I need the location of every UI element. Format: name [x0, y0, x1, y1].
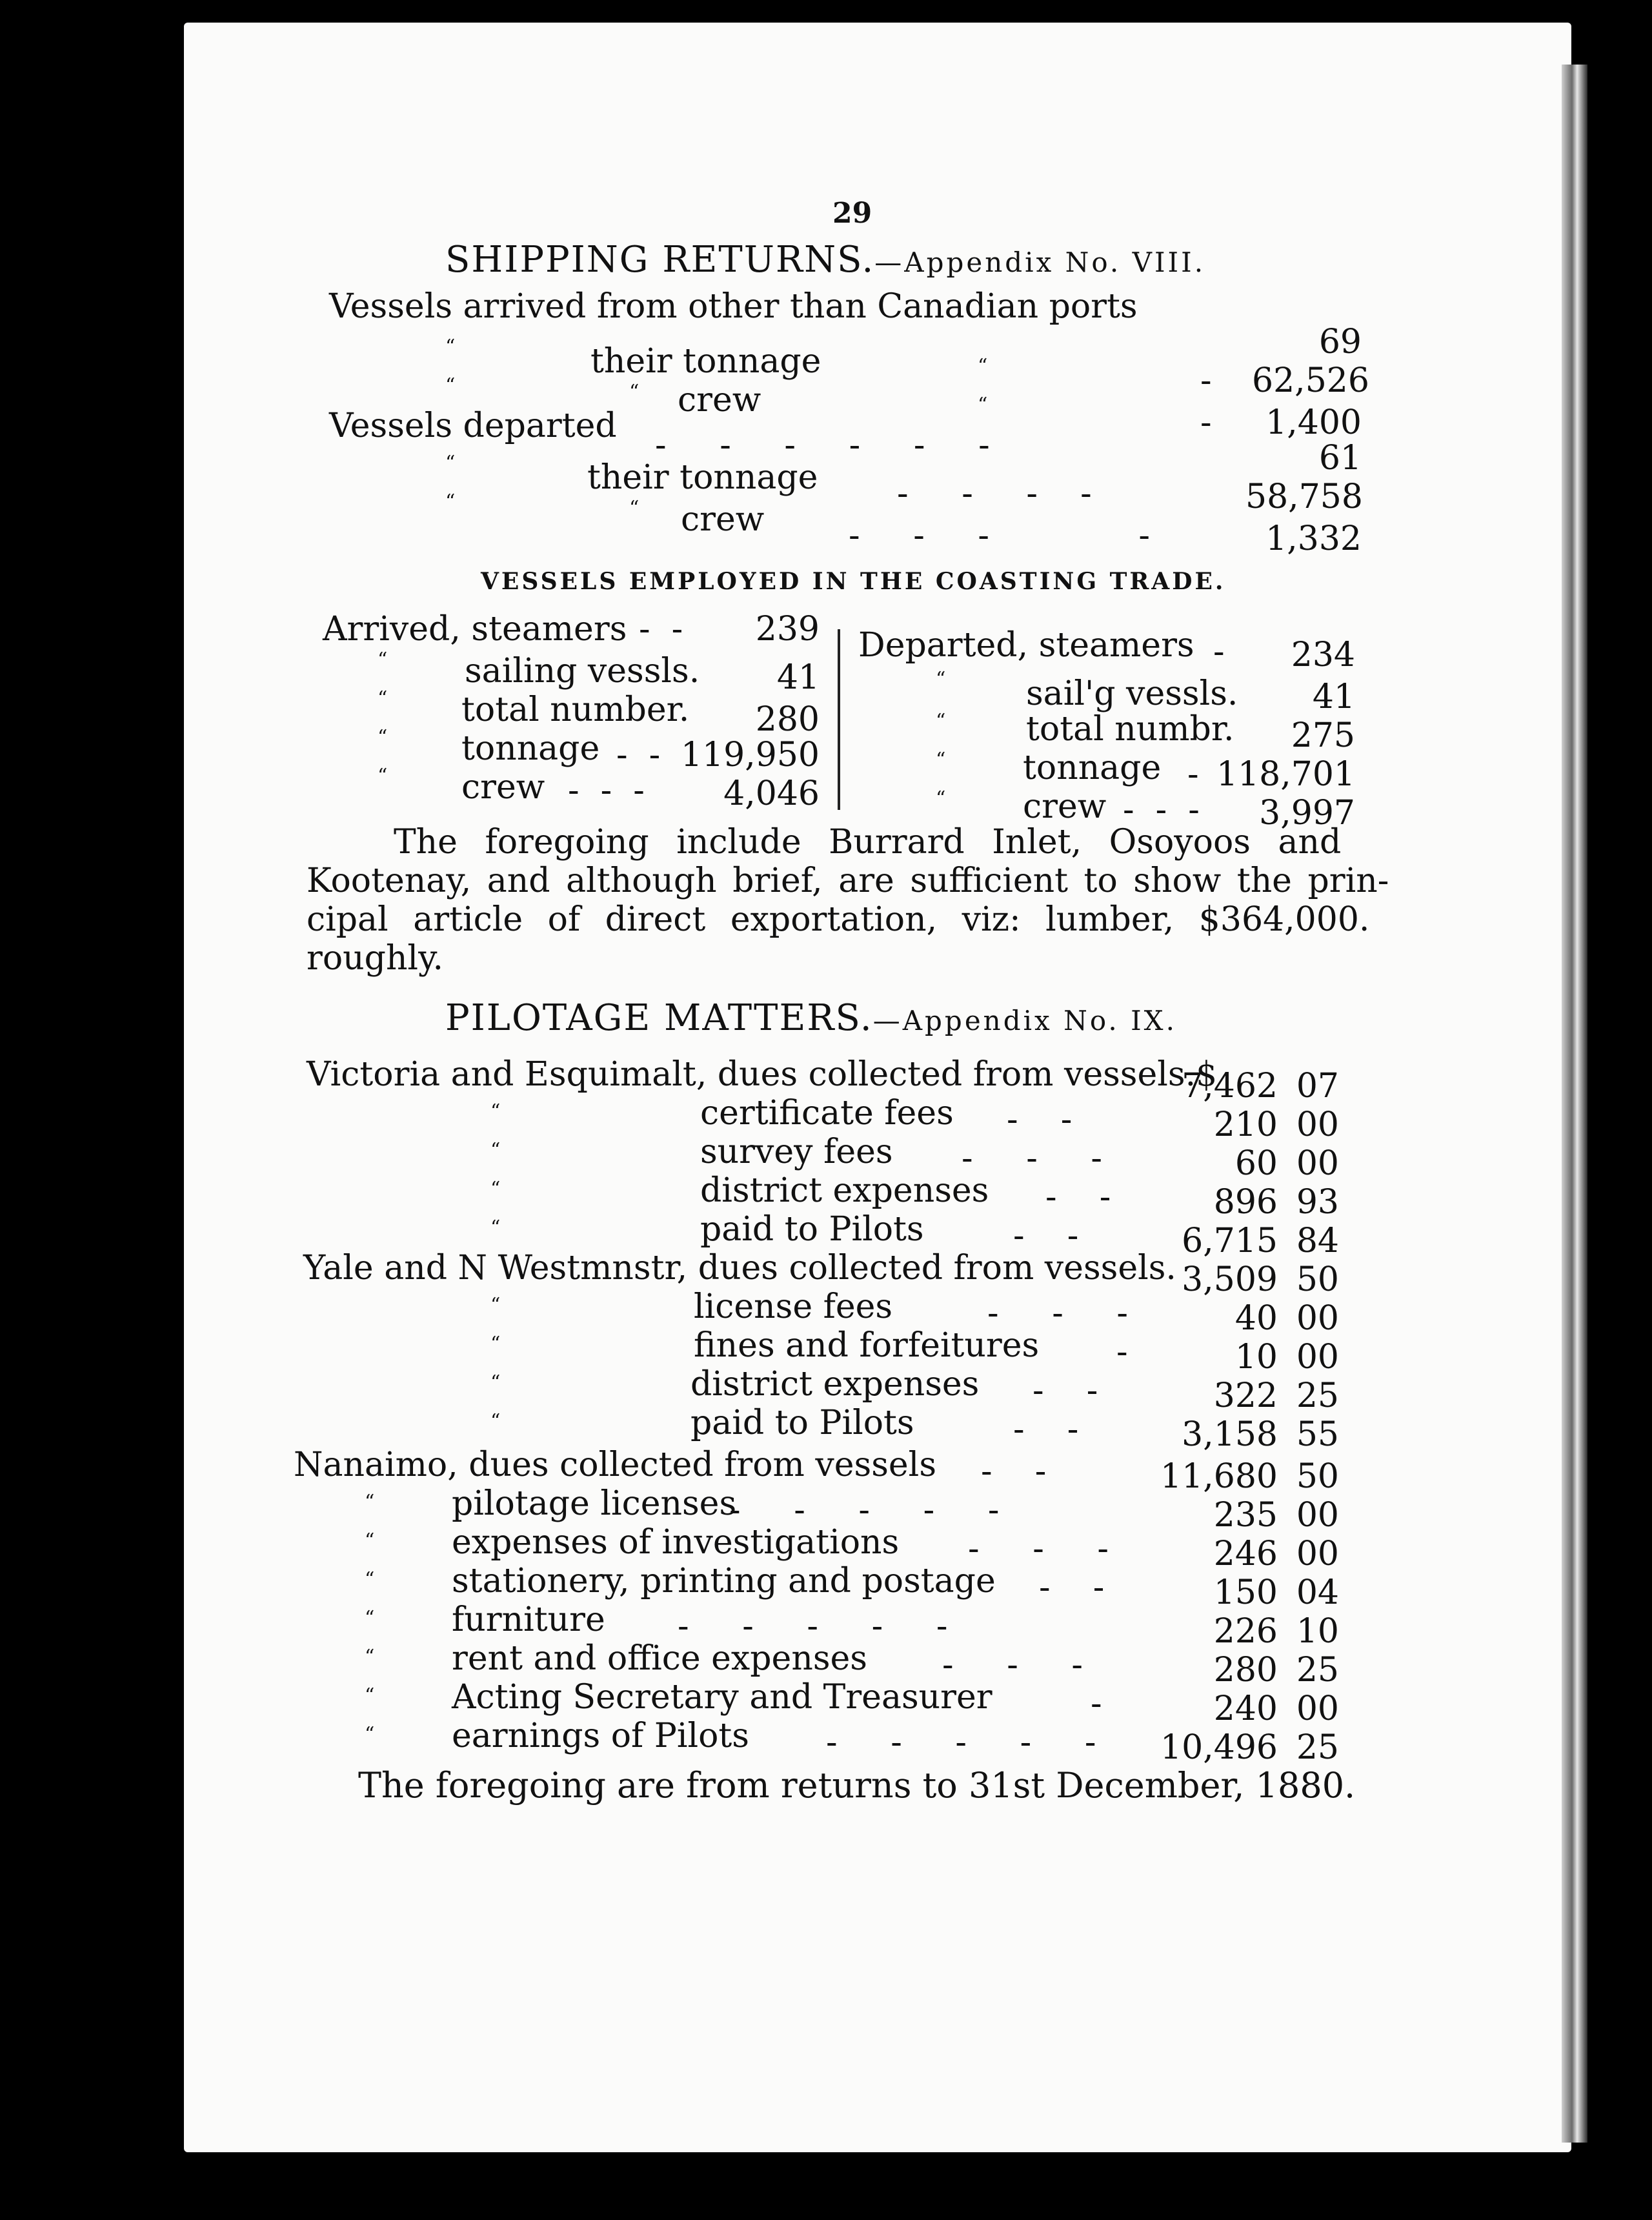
arrived-row-3-value: 280 [755, 700, 820, 739]
coasting-heading: VESSELS EMPLOYED IN THE COASTING TRADE. [481, 568, 1226, 595]
ditto-mark: “ [936, 668, 946, 691]
shipping-row-4-value: 61 [1318, 439, 1362, 478]
dash-leader: - - [1013, 1216, 1079, 1255]
ditto-mark: “ [365, 1723, 375, 1746]
pilotage-row-dollars: 322 [1213, 1377, 1278, 1415]
pilotage-row-cents: 00 [1296, 1496, 1339, 1535]
pilotage-row-label: furniture [452, 1600, 605, 1639]
ditto-mark: “ [365, 1646, 375, 1668]
dash-leader: - - - - - - [655, 426, 990, 465]
shipping-row-4-label: Vessels departed [329, 407, 617, 445]
pilotage-row-label: district expenses [700, 1171, 989, 1210]
ditto-mark: “ [978, 355, 988, 378]
dash-leader: - - [1039, 1568, 1105, 1607]
ditto-mark: “ [445, 490, 456, 513]
page-number: 29 [832, 197, 872, 230]
shipping-row-3-label: crew [678, 381, 761, 419]
pilotage-row-dollars: 3,509 [1182, 1260, 1278, 1299]
dash-leader: - - - [962, 1139, 1103, 1178]
pilotage-row-dollars: 150 [1213, 1573, 1278, 1612]
pilotage-row-dollars: 11,680 [1160, 1457, 1278, 1496]
shipping-row-5-value: 58,758 [1245, 478, 1363, 516]
pilotage-row-label: rent and office expenses [452, 1639, 867, 1678]
shipping-row-2-label: their tonnage [590, 342, 821, 381]
ditto-mark: “ [365, 1684, 375, 1707]
pilotage-row-cents: 00 [1296, 1690, 1339, 1728]
ditto-mark: “ [445, 374, 456, 397]
pilotage-row-label: paid to Pilots [690, 1404, 914, 1442]
dash-leader: - - [1007, 1100, 1073, 1139]
note-line-2: Kootenay, and although brief, are sufficient to show the prin- [307, 862, 1389, 900]
pilotage-row-cents: 93 [1296, 1183, 1339, 1222]
dash-leader: - - - [968, 1529, 1109, 1568]
arrived-row-2-value: 41 [776, 658, 820, 697]
page-edge [1562, 65, 1587, 2143]
arrived-row-2-label: sailing vessls. [465, 652, 700, 691]
pilotage-row-dollars: 10,496 [1160, 1728, 1278, 1767]
note-line-1: The foregoing include Burrard Inlet, Osoyoos and [394, 823, 1342, 862]
shipping-title: SHIPPING RETURNS. [445, 239, 875, 281]
pilotage-row-label: Acting Secretary and Treasurer [452, 1678, 992, 1717]
departed-row-4-label: tonnage [1023, 749, 1162, 787]
shipping-row-6-label: crew [681, 500, 765, 539]
dash-leader: - - - - - [826, 1723, 1096, 1762]
ditto-mark: “ [936, 710, 946, 732]
ditto-mark: “ [490, 1410, 501, 1433]
pilotage-row-cents: 04 [1296, 1573, 1339, 1612]
pilotage-row-cents: 10 [1296, 1612, 1339, 1651]
pilotage-row-label: Yale and N Westmnstr, dues collected from vessels. [303, 1249, 1176, 1287]
arrived-row-1-label: Arrived, steamers [323, 610, 627, 649]
ditto-mark: “ [378, 765, 388, 787]
ditto-mark: “ [378, 649, 388, 671]
pilotage-row-dollars: 6,715 [1182, 1222, 1278, 1260]
pilotage-row-label: earnings of Pilots [452, 1717, 749, 1755]
pilotage-row-cents: 00 [1296, 1338, 1339, 1377]
departed-row-1-label: Departed, steamers [858, 626, 1194, 665]
dash-leader: - - [981, 1452, 1047, 1491]
shipping-appendix: —Appendix No. VIII. [874, 247, 1206, 278]
departed-row-3-label: total numbr. [1026, 710, 1234, 749]
pilotage-row-label: expenses of investigations [452, 1523, 900, 1562]
dash-leader: - - - - - [729, 1491, 1000, 1529]
pilotage-row-dollars: 210 [1213, 1105, 1278, 1144]
pilotage-row-dollars: 896 [1213, 1183, 1278, 1222]
dash-leader: - [1116, 1333, 1128, 1371]
departed-row-2-value: 41 [1312, 678, 1355, 716]
pilotage-row-dollars: 235 [1213, 1496, 1278, 1535]
pilotage-row-label: paid to Pilots [700, 1210, 924, 1249]
dash: - [1213, 632, 1225, 671]
departed-row-4-value: 118,701 [1216, 755, 1355, 794]
shipping-row-1-label: Vessels arrived from other than Canadian ports [329, 287, 1138, 326]
arrived-row-3-label: total number. [461, 691, 690, 729]
pilotage-row-label: district expenses [690, 1365, 980, 1404]
pilotage-row-dollars: 226 [1213, 1612, 1278, 1651]
pilotage-row-cents: 25 [1296, 1651, 1339, 1690]
ditto-mark: “ [490, 1178, 501, 1200]
ditto-mark: “ [490, 1139, 501, 1162]
dash-leader: - - - - [849, 516, 1150, 555]
ditto-mark: “ [936, 749, 946, 771]
shipping-row-6-value: 1,332 [1265, 520, 1362, 558]
pilotage-row-dollars: 40 [1234, 1299, 1278, 1338]
pilotage-row-dollars: 60 [1234, 1144, 1278, 1183]
pilotage-row-dollars: 10 [1234, 1338, 1278, 1377]
arrived-row-5-label: crew [461, 768, 545, 807]
ditto-mark: “ [365, 1568, 375, 1591]
shipping-row-3-value: 1,400 [1265, 403, 1362, 442]
dash-leader: - - - [987, 1294, 1129, 1333]
pilotage-row-dollars: 7,462 [1182, 1067, 1278, 1105]
dash: - [1187, 755, 1199, 794]
pilotage-row-cents: 00 [1296, 1105, 1339, 1144]
ditto-mark: “ [490, 1294, 501, 1317]
pilotage-row-label: stationery, printing and postage [452, 1562, 996, 1600]
ditto-mark: “ [490, 1371, 501, 1394]
pilotage-row-cents: 00 [1296, 1299, 1339, 1338]
pilotage-row-cents: 25 [1296, 1728, 1339, 1767]
pilotage-row-cents: 55 [1296, 1415, 1339, 1454]
pilotage-title: PILOTAGE MATTERS. [445, 997, 873, 1039]
pilotage-row-label: survey fees [700, 1133, 893, 1171]
ditto-mark: “ [365, 1607, 375, 1630]
arrived-row-4-label: tonnage [461, 729, 600, 768]
ditto-mark: “ [378, 726, 388, 749]
pilotage-row-cents: 00 [1296, 1144, 1339, 1183]
dash-leader: - - - - [897, 474, 1092, 513]
dash-leader: - - [1032, 1371, 1098, 1410]
pilotage-row-cents: 00 [1296, 1535, 1339, 1573]
departed-row-1-value: 234 [1291, 636, 1355, 674]
pilotage-row-cents: 25 [1296, 1377, 1339, 1415]
pilotage-row-label: certificate fees [700, 1094, 954, 1133]
pilotage-row-cents: 50 [1296, 1260, 1339, 1299]
arrived-row-5-value: 4,046 [723, 774, 820, 813]
shipping-heading [445, 239, 1205, 281]
ditto-mark: “ [445, 336, 456, 358]
shipping-row-5-label: their tonnage [587, 458, 818, 497]
ditto-mark: “ [490, 1100, 501, 1123]
dash: - [1200, 403, 1212, 442]
pilotage-row-dollars: 3,158 [1182, 1415, 1278, 1454]
dash-leader: - - [1045, 1178, 1111, 1216]
departed-row-5-label: crew [1023, 787, 1107, 826]
dash-leader: - - [639, 610, 683, 649]
book-spine-shadow [0, 0, 184, 2220]
dash-leader: - - - [568, 771, 645, 810]
dash-leader: - - [616, 736, 661, 774]
ditto-mark: “ [445, 452, 456, 474]
dash: - [1200, 361, 1212, 400]
ditto-mark: “ [629, 497, 640, 520]
ditto-mark: “ [629, 381, 640, 403]
dash-leader: - - - [942, 1646, 1083, 1684]
shipping-row-2-value: 62,526 [1252, 361, 1369, 400]
note-line-4: roughly. [307, 939, 444, 978]
pilotage-row-dollars: 240 [1213, 1690, 1278, 1728]
departed-row-3-value: 275 [1291, 716, 1355, 755]
pilotage-appendix: —Appendix No. IX. [872, 1005, 1177, 1036]
dash-leader: - [1091, 1684, 1102, 1723]
departed-row-5-value: 3,997 [1259, 794, 1355, 832]
pilotage-row-label: fines and forfeitures [694, 1326, 1040, 1365]
pilotage-row-label: license fees [694, 1287, 893, 1326]
ditto-mark: “ [978, 394, 988, 416]
ditto-mark: “ [490, 1216, 501, 1239]
arrived-row-4-value: 119,950 [680, 736, 820, 774]
pilotage-heading [445, 997, 1177, 1039]
ditto-mark: “ [936, 787, 946, 810]
ditto-mark: “ [490, 1333, 501, 1355]
pilotage-row-cents: 84 [1296, 1222, 1339, 1260]
arrived-row-1-value: 239 [755, 610, 820, 649]
note-line-3: cipal article of direct exportation, viz: lumber, $364,000. [307, 900, 1370, 939]
pilotage-row-label: Victoria and Esquimalt, dues collected from vessels.$ [307, 1055, 1218, 1094]
dash-leader: - - - [1123, 791, 1200, 829]
pilotage-row-dollars: 246 [1213, 1535, 1278, 1573]
column-divider [838, 629, 840, 810]
shipping-row-1-value: 69 [1318, 323, 1362, 361]
ditto-mark: “ [365, 1491, 375, 1513]
departed-row-2-label: sail'g vessls. [1026, 674, 1238, 713]
pilotage-row-cents: 50 [1296, 1457, 1339, 1496]
pilotage-row-label: Nanaimo, dues collected from vessels [294, 1446, 936, 1484]
ditto-mark: “ [378, 687, 388, 710]
ditto-mark: “ [365, 1529, 375, 1552]
pilotage-footer: The foregoing are from returns to 31st December, 1880. [358, 1765, 1356, 1806]
dash-leader: - - [1013, 1410, 1079, 1449]
pilotage-row-label: pilotage licenses [452, 1484, 737, 1523]
pilotage-row-dollars: 280 [1213, 1651, 1278, 1690]
pilotage-row-cents: 07 [1296, 1067, 1339, 1105]
dash-leader: - - - - - [678, 1607, 948, 1646]
